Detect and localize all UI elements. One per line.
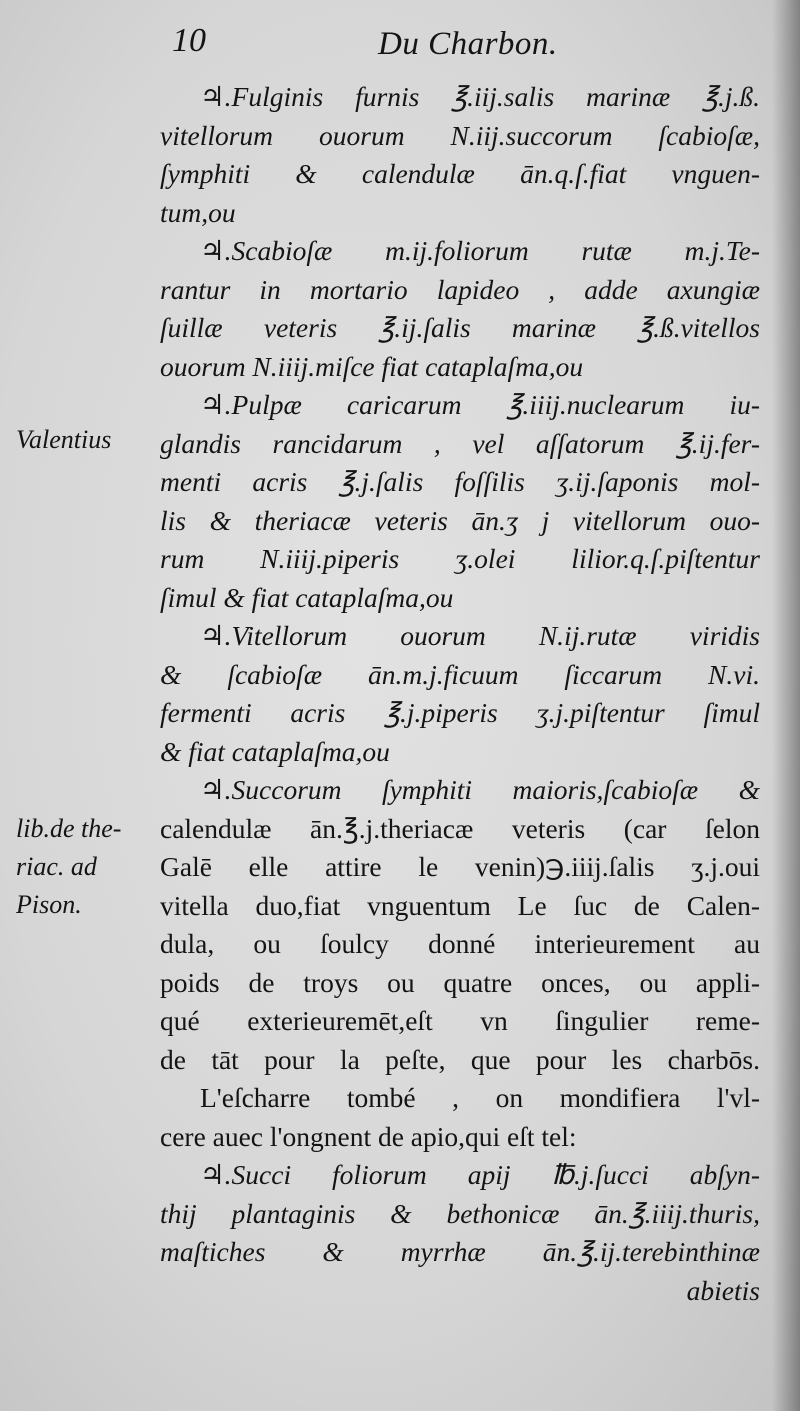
text-line: glandis rancidarum , vel aſſatorum ℥.ij.fer-: [160, 427, 760, 459]
text-line: thij plantaginis & bethonicæ ān.℥.iiij.thuris,: [160, 1197, 760, 1229]
text-line: ♃.Scabioſæ m.ij.foliorum rutæ m.j.Te-: [200, 235, 760, 266]
text-line: qué exterieuremēt,eſt vn ſingulier reme-: [160, 1005, 760, 1036]
text-line: calendulæ ān.℥.j.theriacæ veteris (car ſelon: [160, 812, 760, 844]
text-line: cere auec l'ongnent de apio,qui eſt tel:: [160, 1120, 577, 1152]
text-line: maſtiches & myrrhæ ān.℥.ij.terebinthinæ: [160, 1236, 760, 1267]
text-line: ſymphiti & calendulæ ān.q.ſ.fiat vnguen-: [160, 158, 760, 189]
text-line: vitella duo,fiat vnguentum Le ſuc de Calen-: [160, 889, 760, 921]
text-line: ſuillæ veteris ℥.ij.ſalis marinæ ℥.ß.vitellos: [160, 312, 760, 343]
margin-note-reference-line-1: lib.de the-: [16, 814, 122, 843]
text-line: rantur in mortario lapideo , adde axungiæ: [160, 273, 760, 305]
text-line: lis & theriacæ veteris ān.ʒ j vitellorum ouo-: [160, 504, 760, 536]
text-line: tum,ou: [160, 196, 236, 228]
margin-note-reference-line-2: riac. ad: [16, 852, 97, 881]
text-line: & ſcabioſæ ān.m.j.ficuum ſiccarum N.vi.: [160, 658, 760, 690]
text-line: ♃.Succi foliorum apij ℔.j.ſucci abſyn-: [200, 1159, 760, 1190]
page-edge-shadow: [772, 0, 800, 1411]
text-line: vitellorum ouorum N.iij.succorum ſcabioſæ,: [160, 119, 760, 151]
text-line: dula, ou ſoulcy donné interieurement au: [160, 928, 760, 959]
text-line: ♃.Succorum ſymphiti maioris,ſcabioſæ &: [200, 774, 760, 805]
text-line: de tāt pour la peſte, que pour les charbōs.: [160, 1043, 760, 1075]
text-line: L'eſcharre tombé , on mondifiera l'vl-: [200, 1082, 760, 1113]
text-line: ouorum N.iiij.miſce fiat cataplaſma,ou: [160, 350, 584, 382]
text-line: poids de troys ou quatre onces, ou appli-: [160, 966, 760, 998]
body-text: [160, 78, 760, 1310]
text-line: menti acris ℥.j.ſalis foſſilis ʒ.ij.ſaponis mol-: [160, 466, 760, 497]
text-line: ♃.Pulpæ caricarum ℥.iiij.nuclearum iu-: [200, 389, 760, 420]
running-head: Du Charbon.: [378, 26, 558, 62]
page-number: 10: [172, 22, 206, 59]
text-line: ♃.Vitellorum ouorum N.ij.rutæ viridis: [200, 620, 760, 651]
text-line: rum N.iiij.piperis ʒ.olei lilior.q.ſ.piſtentur: [160, 543, 760, 574]
catchword: abietis: [686, 1274, 760, 1306]
margin-note-valentius: Valentius: [16, 425, 112, 454]
margin-note-reference-line-3: Pison.: [16, 890, 82, 919]
text-line: & fiat cataplaſma,ou: [160, 735, 390, 767]
text-line: fermenti acris ℥.j.piperis ʒ.j.piſtentur ſimul: [160, 697, 760, 728]
text-line: ♃.Fulginis furnis ℥.iij.salis marinæ ℥.j.ß.: [200, 81, 760, 112]
text-line: Galē elle attire le venin)℈.iiij.ſalis ʒ.j.oui: [160, 851, 760, 882]
text-line: ſimul & fiat cataplaſma,ou: [160, 581, 454, 613]
